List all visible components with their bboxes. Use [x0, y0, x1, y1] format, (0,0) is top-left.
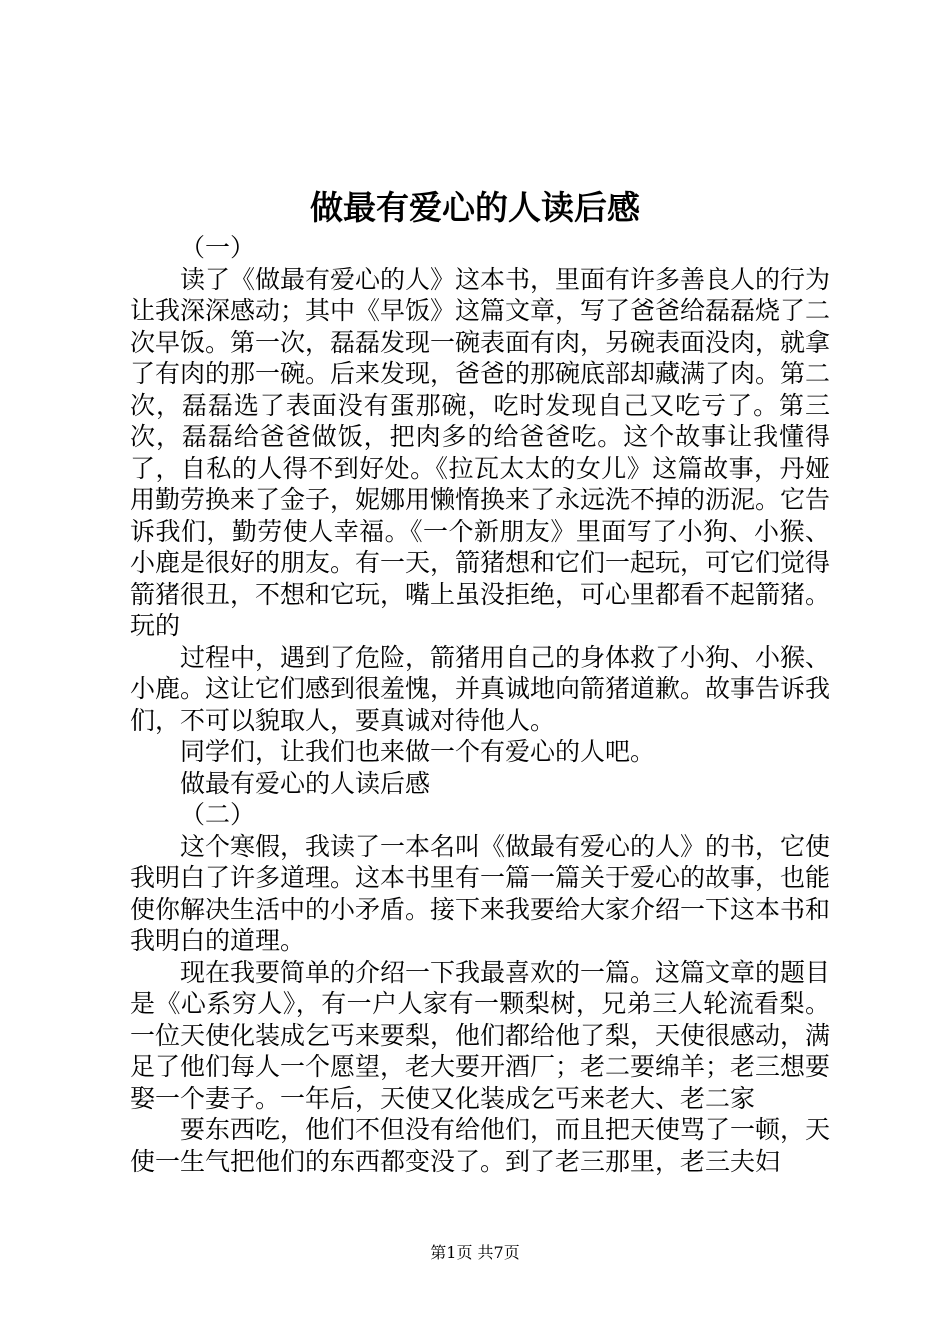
section-marker-one: （一）: [180, 233, 256, 262]
body-paragraph: 过程中，遇到了危险，箭猪用自己的身体救了小狗、小猴、小鹿。这让它们感到很羞愧，并真诚地向箭猪道歉。故事告诉我们，不可以貌取人，要真诚对待他人。: [130, 642, 831, 735]
body-paragraph: 同学们，让我们也来做一个有爱心的人吧。: [180, 737, 656, 766]
body-paragraph: 读了《做最有爱心的人》这本书，里面有许多善良人的行为让我深深感动；其中《早饭》这篇文章，写了爸爸给磊磊烧了二次早饭。第一次，磊磊发现一碗表面有肉，另碗表面没肉，就拿了有肉的那一碗。后来发现，爸爸的那碗底部却藏满了肉。第二次，磊磊选了表面没有蛋那碗，吃时发现自己又吃亏了。第三次，磊磊给爸爸做饭，把肉多的给爸爸吃。这个故事让我懂得了，自私的人得不到好处。《拉瓦太太的女儿》这篇故事，丹娅用勤劳换来了金子，妮娜用懒惰换来了永远洗不掉的沥泥。它告诉我们，勤劳使人幸福。《一个新朋友》里面写了小狗、小猴、小鹿是很好的朋友。有一天，箭猪想和它们一起玩，可它们觉得箭猪很丑，不想和它玩，嘴上虽没拒绝，可心里都看不起箭猪。玩的: [130, 264, 831, 640]
page-number-footer: 第1页 共7页: [430, 1243, 520, 1262]
section-subtitle: 做最有爱心的人读后感: [180, 768, 431, 798]
section-marker-two: （二）: [180, 800, 256, 829]
document-title: 做最有爱心的人读后感: [310, 188, 640, 227]
body-paragraph: 这个寒假，我读了一本名叫《做最有爱心的人》的书，它使我明白了许多道理。这本书里有一篇一篇关于爱心的故事，也能使你解决生活中的小矛盾。接下来我要给大家介绍一下这本书和我明白的道理。: [130, 831, 831, 955]
document-body: [130, 232, 830, 1177]
body-paragraph: 要东西吃，他们不但没有给他们，而且把天使骂了一顿，天使一生气把他们的东西都变没了。到了老三那里，老三夫妇: [130, 1115, 831, 1176]
body-paragraph: 现在我要简单的介绍一下我最喜欢的一篇。这篇文章的题目是《心系穷人》，有一户人家有一颗梨树，兄弟三人轮流看梨。一位天使化装成乞丐来要梨，他们都给他了梨，天使很感动，满足了他们每人一个愿望，老大要开酒厂；老二要绵羊；老三想要娶一个妻子。一年后，天使又化装成乞丐来老大、老二家: [130, 957, 831, 1113]
